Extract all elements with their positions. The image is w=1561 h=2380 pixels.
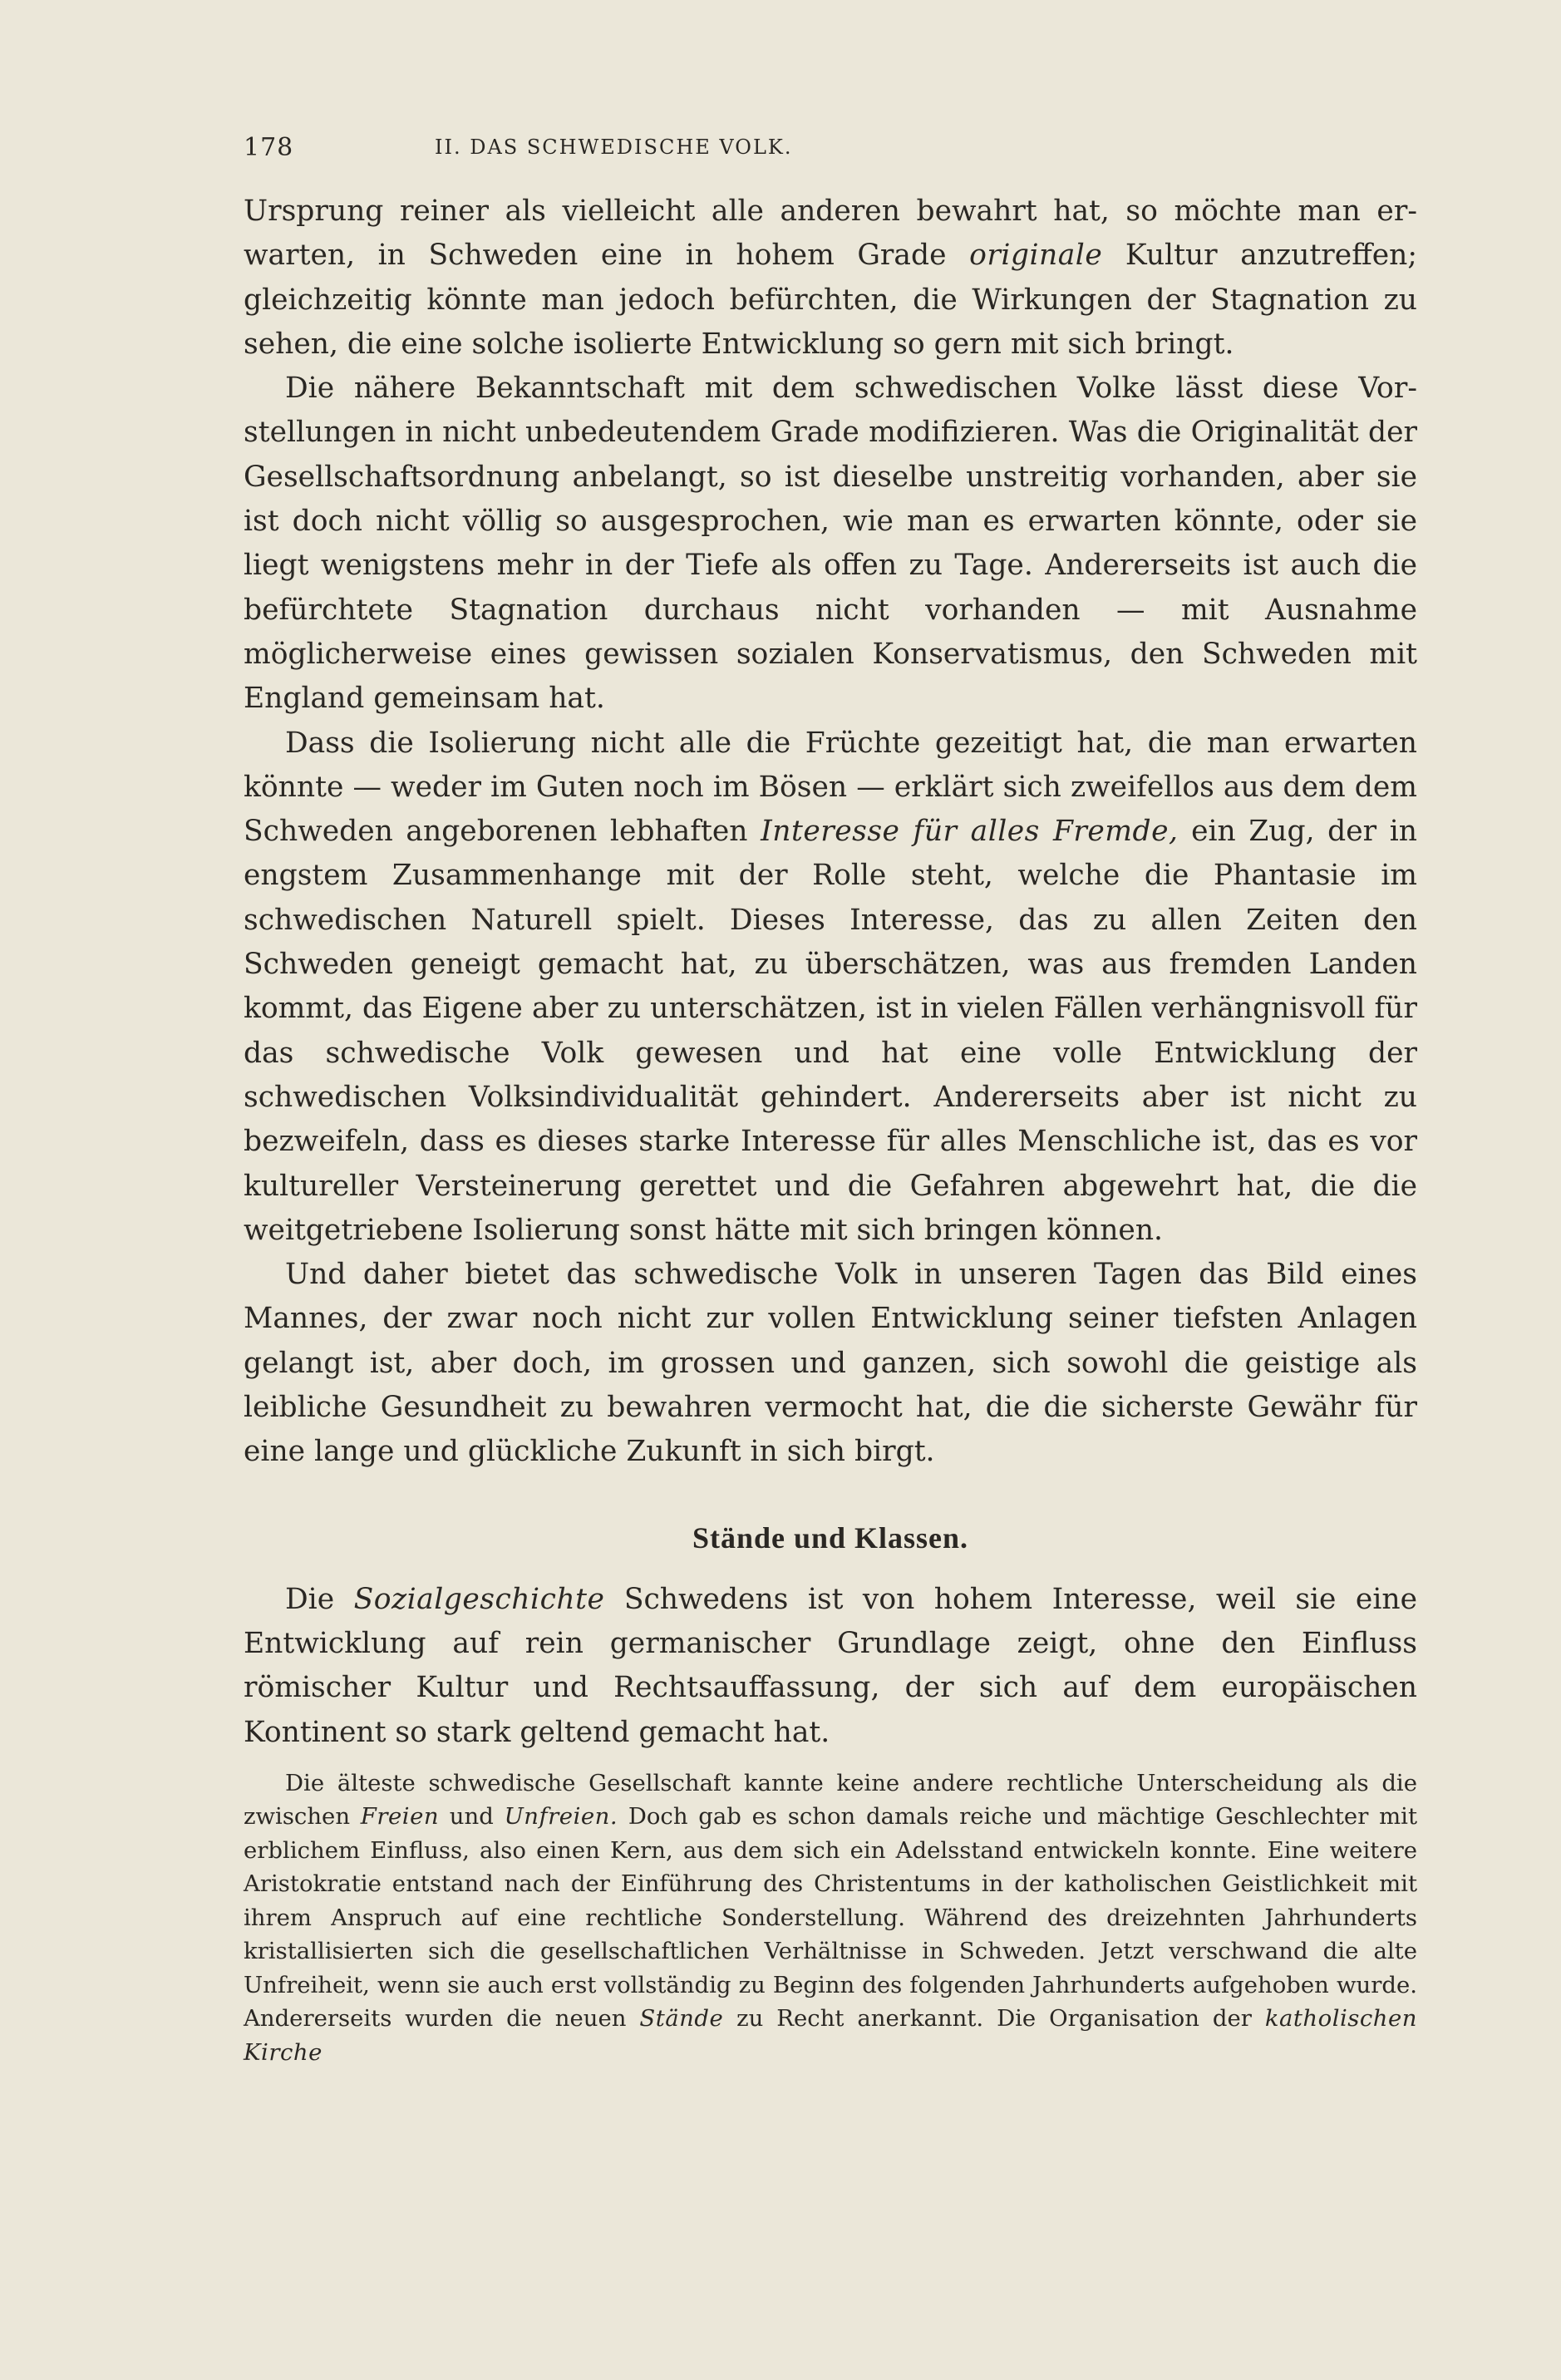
paragraph-4: Und daher bietet das schwedische Volk in unseren Tagen das Bild eines Mannes, der zwar noch nicht zur vollen Entwicklung seiner tiefsten Anlagen gelangt ist, aber doch, im grossen und ganzen, sich sowohl die geistige als leibliche Gesundheit zu bewahren vermocht hat, die die sicherste Gewähr für eine lange und glückliche Zukunft in sich birgt. [244, 1258, 1417, 1469]
paragraph-1 [244, 190, 1417, 367]
small-print-text-c: Doch gab es schon damals reiche und mächtige Geschlechter mit erblichem Einfluss, also einen Kern, aus dem sich ein Adelsstand entwickeln konnte. Eine weitere Aristokratie entstand nach der Einführung des Christentums in der katholischen Geistlichkeit mit ihrem Anspruch auf eine rechtliche Sonderstellung. Während des dreizehnten Jahrhunderts kristallisierten sich die gesellschaftlichen Verhältnisse in Schweden. Jetzt verschwand die alte Unfreiheit, wenn sie auch erst vollständig zu Beginn des folgenden Jahrhunderts aufgehoben wurde. Andererseits wurden die neuen [244, 1803, 1417, 2033]
emphasis-staende: Stände [639, 2005, 724, 2033]
section-intro-text-a: Die [285, 1582, 354, 1616]
page-header [244, 133, 1417, 166]
section-heading: Stände und Klassen. [692, 1520, 969, 1555]
emphasis-katholischen-kirche: katholischen Kirche [244, 2005, 1417, 2066]
small-print-block [244, 1767, 1417, 2070]
paragraph-1-text-b: Kultur anzutreffen; gleichzeitig könnte man jedoch befürchten, die Wirkungen der Stagnation zu sehen, die eine solche isolierte Entwicklung so gern mit sich bringt. [244, 239, 1417, 361]
emphasis-originale: originale [969, 239, 1103, 273]
section-intro-paragraph [244, 1578, 1417, 1755]
small-print-text-d: zu Recht anerkannt. Die Organisation der [723, 2005, 1265, 2033]
paragraph-1-text-a: Ursprung reiner als vielleicht alle anderen bewahrt hat, so möchte man erwarten, in Schweden eine in hohem Grade [244, 195, 1417, 273]
small-print-paragraph [244, 1767, 1417, 2070]
emphasis-unfreien: Unfreien. [504, 1803, 618, 1831]
paragraph-3 [244, 722, 1417, 1254]
small-print-text-b: und [439, 1803, 505, 1831]
running-title: II. DAS SCHWEDISCHE VOLK. [435, 136, 793, 159]
section-intro-text-b: Schwedens ist von hohem Interesse, weil sie eine Entwicklung auf rein germanischer Grundlage zeigt, ohne den Einfluss römischer Kultur und Rechtsauffassung, der sich auf dem europäischen Kontinent so stark geltend gemacht hat. [244, 1582, 1418, 1749]
paragraph-3-text-b: ein Zug, der in engstem Zusammenhange mit der Rolle steht, welche die Phantasie im schwedischen Naturell spielt. Dieses Interesse, das zu allen Zeiten den Schweden geneigt gemacht hat, zu überschätzen, was aus fremden Landen kommt, das Eigene aber zu unterschätzen, ist in vielen Fällen verhängnisvoll für das schwedische Volk gewesen und hat eine volle Entwicklung der schwedischen Volksindividualität gehindert. Andererseits aber ist nicht zu bezweifeln, dass es dieses starke Interesse für alles Menschliche ist, das es vor kultureller Versteinerung gerettet und die Gefahren abgewehrt hat, die die weitgetriebene Isolierung sonst hätte mit sich bringen können. [244, 815, 1417, 1247]
paragraph-2: Die nähere Bekanntschaft mit dem schwedischen Volke lässt diese Vorstellungen in nicht unbedeutendem Grade modifizieren. Was die Originalität der Gesellschaftsordnung anbelangt, so ist dieselbe unstreitig vorhanden, aber sie ist doch nicht völlig so ausgesprochen, wie man es erwarten könnte, oder sie liegt wenigstens mehr in der Tiefe als offen zu Tage. Andererseits ist auch die befürchtete Stagnation durchaus nicht vorhanden — mit Ausnahme möglicherweise eines gewissen sozialen Konservatismus, den Schweden mit England gemeinsam hat. [244, 372, 1417, 716]
emphasis-interesse-fuer-alles-fremde: Interesse für alles Fremde, [761, 815, 1179, 849]
emphasis-freien: Freien [360, 1803, 440, 1831]
paragraph-3-text-a: Dass die Isolierung nicht alle die Früchte gezeitigt hat, die man erwarten könnte — weder im Guten noch im Bösen — erklärt sich zweifellos aus dem dem Schweden angeborenen lebhaften [244, 726, 1417, 849]
page-number: 178 [244, 133, 294, 162]
emphasis-sozialgeschichte: Sozialgeschichte [353, 1582, 605, 1616]
body-text [244, 190, 1417, 2069]
small-print-text-a: Die älteste schwedische Gesellschaft kannte keine andere rechtliche Unterscheidung als die zwischen [244, 1769, 1417, 1831]
